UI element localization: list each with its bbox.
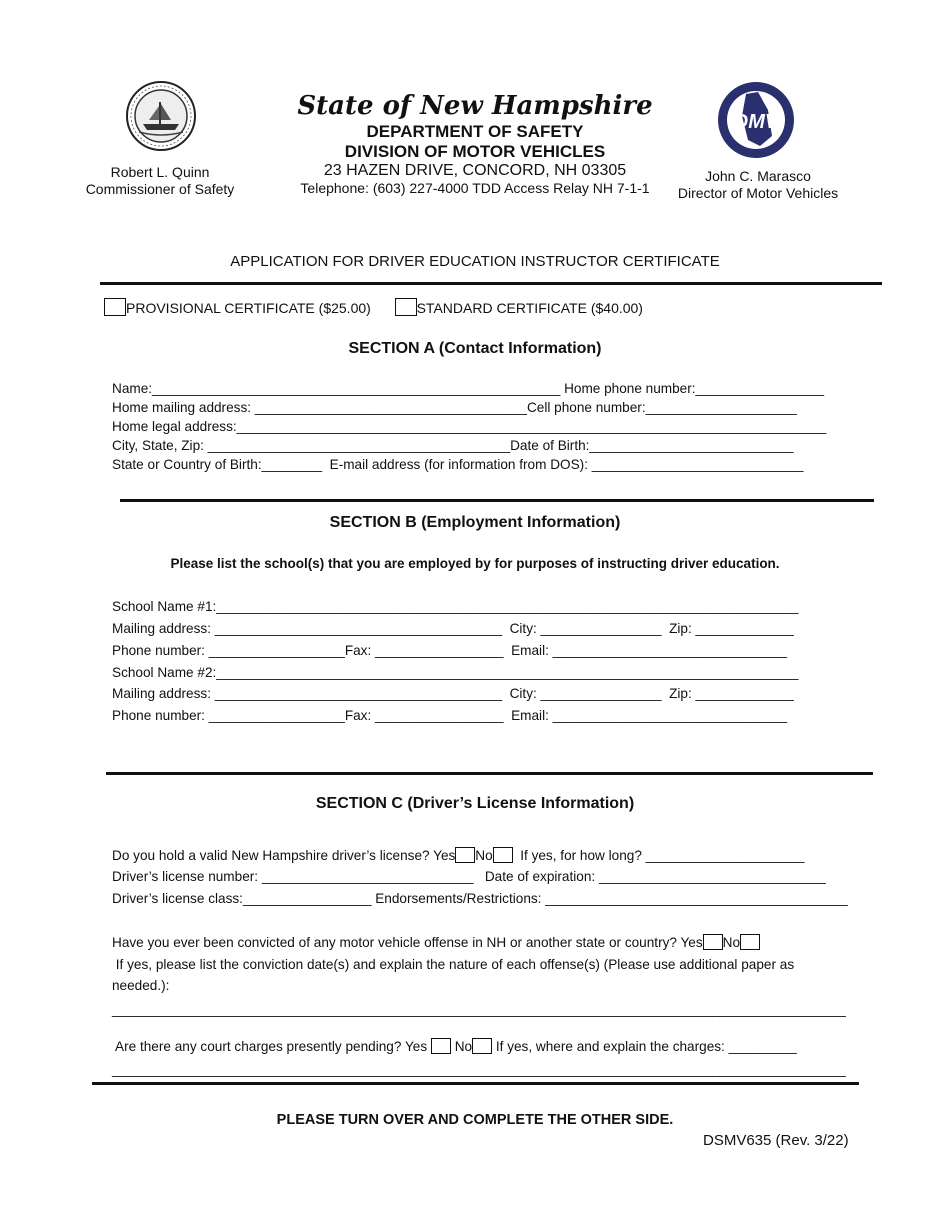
school-2-mailing-field[interactable]: Mailing address: ______________________________________ City: ________________ Zip: _____________ [112,686,794,701]
how-long-field[interactable]: If yes, for how long? _____________________ [520,848,805,863]
agency-header [250,90,700,197]
birth-email-field[interactable]: State or Country of Birth:________ E-mail address (for information from DOS): ____________________________ [112,457,804,472]
no-label: No [722,935,741,950]
division-name: DIVISION OF MOTOR VEHICLES [344,142,606,161]
left-official-title: Commissioner of Safety [85,181,235,197]
conviction-yes-checkbox[interactable] [703,934,723,950]
pending-charges-question [112,1038,797,1055]
state-title: State of New Hampshire [297,91,653,121]
section-c-title: SECTION C (Driver’s License Information) [315,795,635,812]
standard-checkbox[interactable] [395,298,417,316]
right-official [668,168,848,202]
school-name-1-field[interactable]: School Name #1:_____________________________________________________________________________ [112,599,799,614]
form-number: DSMV635 (Rev. 3/22) [703,1132,849,1149]
conviction-explain-text: If yes, please list the conviction date(s) and explain the nature of each offense(s) (Please use additional paper as [112,957,795,972]
valid-license-no-checkbox[interactable] [493,847,513,863]
pending-charges-prompt: Are there any court charges presently pending? Yes [112,1039,428,1054]
divider [92,1082,859,1085]
pending-blank-line[interactable]: ___________________________________________________________________________________________________ [112,1062,846,1077]
agency-telephone: Telephone: (603) 227-4000 TDD Access Relay NH 7-1-1 [300,180,650,196]
section-a-title: SECTION A (Contact Information) [348,340,602,357]
right-official-title: Director of Motor Vehicles [677,185,839,201]
conviction-no-checkbox[interactable] [740,934,760,950]
pending-yes-checkbox[interactable] [431,1038,451,1054]
dmv-logo-icon [716,80,796,160]
pending-no-checkbox[interactable] [472,1038,492,1054]
right-official-name: John C. Marasco [705,168,811,184]
provisional-checkbox[interactable] [104,298,126,316]
department-name: DEPARTMENT OF SAFETY [366,122,584,141]
divider [106,772,873,775]
no-label: No [475,848,493,863]
valid-license-yes-checkbox[interactable] [455,847,475,863]
conviction-prompt: Have you ever been convicted of any motor vehicle offense in NH or another state or country? Yes [112,935,703,950]
no-label: No [454,1039,473,1054]
valid-license-prompt: Do you hold a valid New Hampshire driver’s license? Yes [112,848,456,863]
standard-label: STANDARD CERTIFICATE ($40.00) [416,300,643,316]
city-state-zip-field[interactable]: City, State, Zip: ________________________________________Date of Birth:___________________________ [112,438,794,453]
certificate-options [104,298,643,316]
divider [120,499,874,502]
valid-license-question [112,847,804,864]
conviction-explain-text-2: needed.): [112,978,170,993]
divider [100,282,882,285]
left-official [80,164,240,198]
state-seal-icon [125,80,197,152]
form-title: APPLICATION FOR DRIVER EDUCATION INSTRUCTOR CERTIFICATE [230,253,720,270]
legal-address-field[interactable]: Home legal address:______________________________________________________________________________ [112,419,827,434]
school-2-phone-field[interactable]: Phone number: __________________Fax: _________________ Email: _______________________________ [112,708,788,723]
license-number-field[interactable]: Driver’s license number: ____________________________ Date of expiration: ______________________________ [112,869,826,884]
conviction-question [112,934,760,951]
section-b-title: SECTION B (Employment Information) [329,514,621,531]
turn-over-notice: PLEASE TURN OVER AND COMPLETE THE OTHER SIDE. [276,1112,674,1128]
agency-address: 23 HAZEN DRIVE, CONCORD, NH 03305 [323,162,627,179]
conviction-blank-line[interactable]: ___________________________________________________________________________________________________ [112,1002,846,1017]
school-1-mailing-field[interactable]: Mailing address: ______________________________________ City: ________________ Zip: _____________ [112,621,794,636]
school-name-2-field[interactable]: School Name #2:_____________________________________________________________________________ [112,665,799,680]
provisional-label: PROVISIONAL CERTIFICATE ($25.00) [126,300,371,316]
mailing-address-field[interactable]: Home mailing address: ____________________________________Cell phone number:____________________ [112,400,797,415]
license-class-field[interactable]: Driver’s license class:_________________ Endorsements/Restrictions: ________________________________________ [112,891,848,906]
section-b-instruction: Please list the school(s) that you are employed by for purposes of instructing driver education. [170,556,780,571]
school-1-phone-field[interactable]: Phone number: __________________Fax: _________________ Email: _______________________________ [112,643,788,658]
left-official-name: Robert L. Quinn [110,164,210,180]
dmv-logo-text: DMV [733,111,779,133]
name-field[interactable]: Name:______________________________________________________ Home phone number:_________________ [112,381,825,396]
pending-explain-field[interactable]: If yes, where and explain the charges: _________ [495,1039,797,1054]
